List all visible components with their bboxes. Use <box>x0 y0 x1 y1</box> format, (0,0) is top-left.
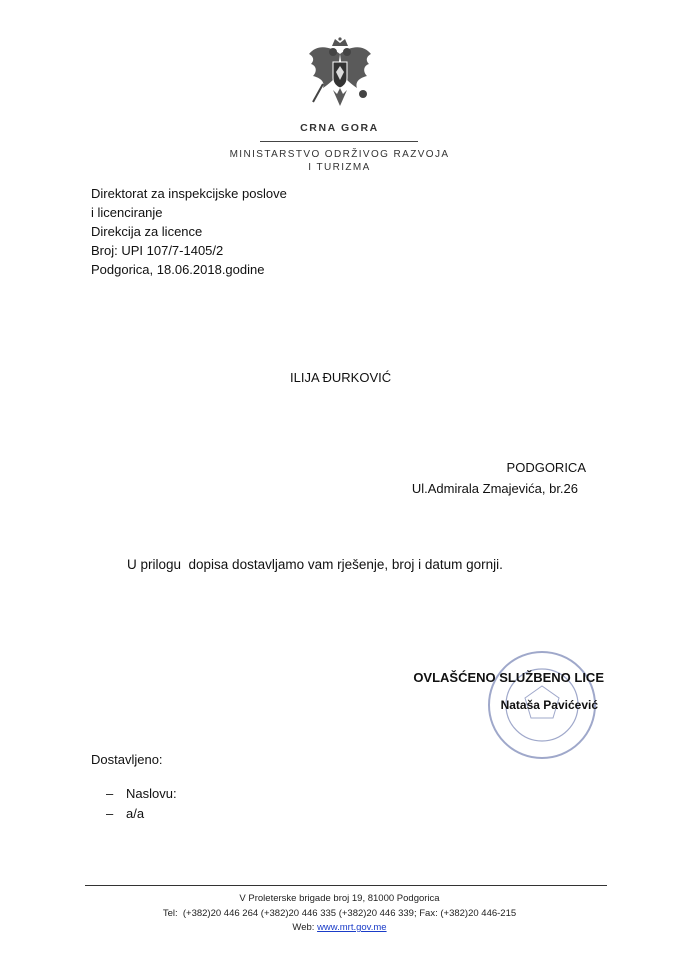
delivery-label: Dostavljeno: <box>91 752 163 767</box>
document-number: Broj: UPI 107/7-1405/2 <box>91 243 224 258</box>
footer-divider <box>85 885 607 886</box>
sender-line-3: Direkcija za licence <box>91 224 203 239</box>
recipient-city: PODGORICA <box>506 460 586 475</box>
website-link[interactable]: www.mrt.gov.me <box>317 922 387 933</box>
ministry-name <box>0 148 679 174</box>
footer-web-label: Web: <box>292 922 315 933</box>
recipient-street: Ul.Admirala Zmajevića, br.26 <box>411 481 578 496</box>
signatory-name: Nataša Pavićević <box>500 698 598 712</box>
ministry-line-1: MINISTARSTVO ODRŽIVOG RAZVOJA <box>229 149 450 160</box>
country-name: CRNA GORA <box>300 122 379 134</box>
recipient-name: ILIJA ĐURKOVIĆ <box>290 370 392 385</box>
delivery-item-1: Naslovu: <box>126 786 177 801</box>
sender-line-1: Direktorat za inspekcijske poslove <box>91 186 287 201</box>
letter-body: U prilogu dopisa dostavljamo vam rješenje, broj i datum gornji. <box>127 557 503 572</box>
footer-address: V Proleterske brigade broj 19, 81000 Podgorica <box>239 893 440 904</box>
header-divider <box>260 141 418 142</box>
delivery-item-2: a/a <box>126 806 145 821</box>
place-date: Podgorica, 18.06.2018.godine <box>91 262 265 277</box>
list-item: – Naslovu: <box>106 786 177 801</box>
sender-block <box>91 184 287 279</box>
coat-of-arms-icon <box>305 36 375 114</box>
sender-line-2: i licenciranje <box>91 205 163 220</box>
footer-web <box>0 922 679 933</box>
ministry-line-2: I TURIZMA <box>308 162 371 173</box>
list-item: – a/a <box>106 806 145 821</box>
footer-phones: Tel: (+382)20 446 264 (+382)20 446 335 (+382)20 446 339; Fax: (+382)20 446-215 <box>162 908 517 919</box>
delivery-list <box>106 784 177 824</box>
signatory-title: OVLAŠĆENO SLUŽBENO LICE <box>413 670 604 685</box>
